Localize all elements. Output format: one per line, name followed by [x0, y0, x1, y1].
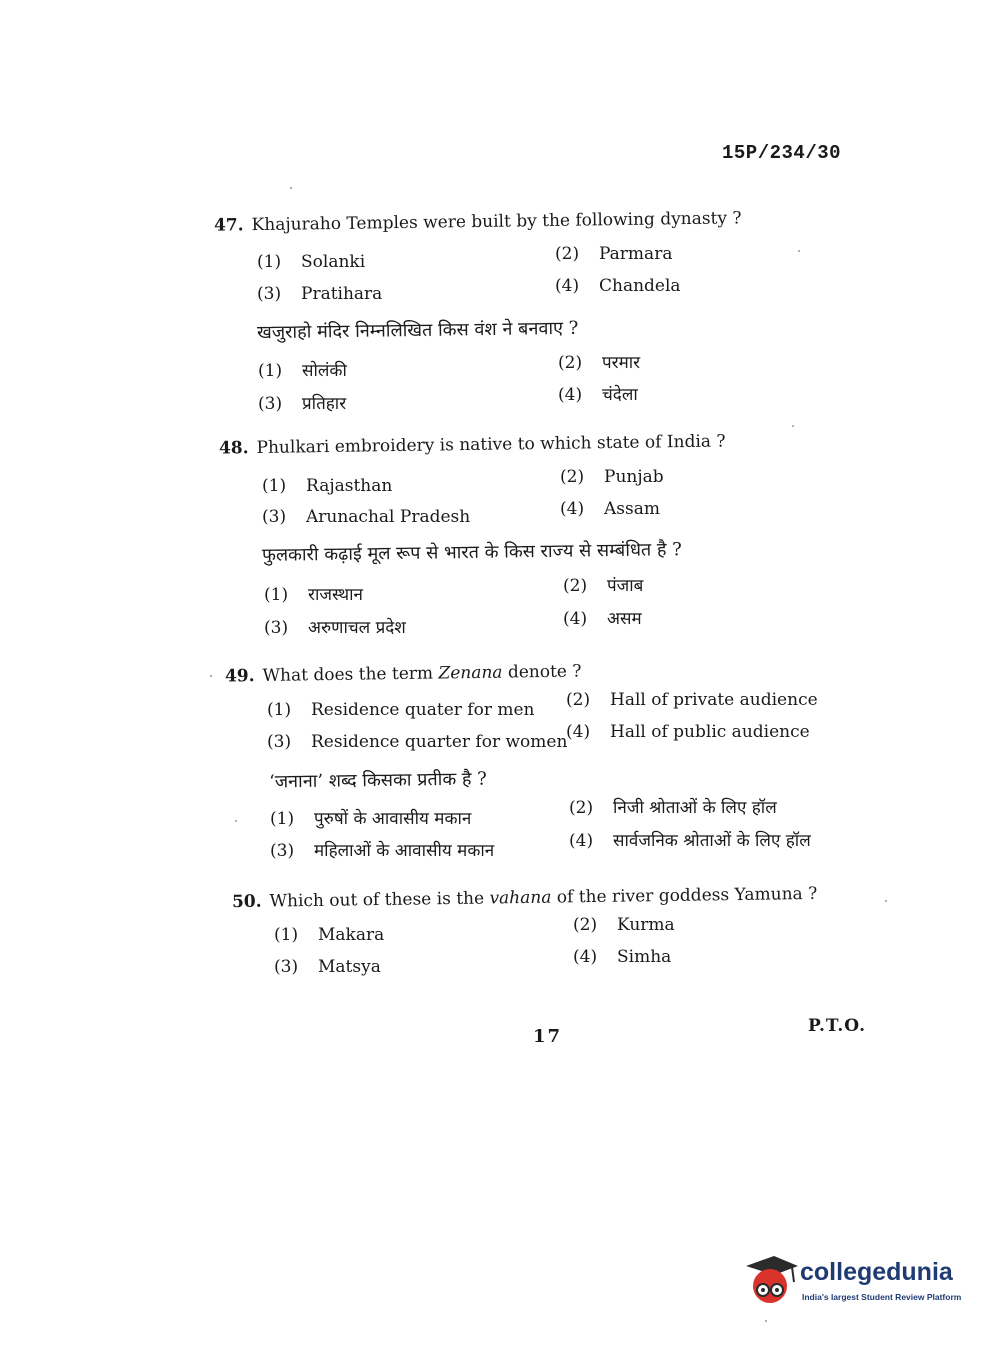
option-number: (3)	[267, 732, 292, 752]
option-text: Residence quater for men	[311, 700, 535, 720]
option-text: Solanki	[301, 252, 366, 272]
option-en-1	[262, 476, 392, 496]
scan-speck	[290, 187, 292, 189]
question-text-en-end: denote ?	[502, 661, 582, 683]
option-en-2	[566, 690, 818, 710]
question-text-en: Which out of these is the	[269, 888, 490, 912]
option-number: (4)	[555, 276, 580, 296]
option-number: (4)	[573, 947, 598, 967]
option-text: निजी श्रोताओं के लिए हॉल	[613, 798, 777, 818]
option-hi-1	[264, 582, 363, 605]
option-number: (2)	[558, 353, 583, 373]
pto-label: P.T.O.	[808, 1016, 866, 1036]
mascot-icon	[740, 1250, 800, 1310]
logo-wordmark: collegedunia	[800, 1258, 953, 1286]
question-50	[232, 884, 817, 912]
option-number: (4)	[560, 499, 585, 519]
scan-speck	[798, 250, 800, 252]
question-47	[214, 208, 742, 235]
option-en-3	[257, 284, 382, 304]
option-number: (2)	[569, 798, 594, 818]
question-text-hi: खजुराहो मंदिर निम्नलिखित किस वंश ने बनवाए ?	[256, 317, 579, 344]
option-number: (3)	[270, 841, 295, 861]
option-en-3	[262, 507, 470, 527]
option-text: प्रतिहार	[302, 394, 347, 414]
option-hi-4	[569, 828, 811, 851]
option-hi-4	[563, 606, 642, 629]
scan-speck	[792, 425, 794, 427]
option-en-2	[555, 244, 672, 264]
question-number: 47.	[213, 215, 244, 236]
option-text: Hall of private audience	[610, 690, 818, 710]
option-text: पंजाब	[607, 576, 644, 596]
option-text: Assam	[604, 499, 660, 519]
option-number: (4)	[563, 609, 588, 629]
option-hi-4	[558, 382, 638, 405]
question-text-hi: फुलकारी कढ़ाई मूल रूप से भारत के किस राज्य से सम्बंधित है ?	[261, 539, 683, 566]
option-number: (1)	[267, 700, 292, 720]
option-text: Rajasthan	[306, 476, 393, 496]
question-text-italic: Zenana	[438, 662, 503, 684]
option-text: असम	[607, 609, 642, 629]
option-en-4	[573, 947, 671, 967]
option-en-1	[257, 252, 365, 272]
option-number: (2)	[566, 690, 591, 710]
option-text: सोलंकी	[302, 361, 347, 381]
option-hi-2	[558, 350, 640, 373]
option-en-1	[267, 700, 534, 720]
option-text: Matsya	[318, 957, 381, 977]
question-text-en-end: of the river goddess Yamuna ?	[551, 883, 818, 908]
option-text: सार्वजनिक श्रोताओं के लिए हॉल	[613, 831, 811, 851]
option-hi-3	[258, 391, 346, 414]
paper-code: 15P/234/30	[722, 142, 842, 164]
option-en-4	[555, 276, 681, 296]
option-en-4	[560, 499, 660, 519]
scan-speck	[885, 900, 887, 902]
option-hi-1	[270, 806, 471, 829]
option-hi-1	[258, 358, 347, 381]
question-text-en: Phulkari embroidery is native to which state of India ?	[256, 431, 726, 459]
option-text: Residence quarter for women	[311, 732, 568, 752]
question-text-hi: ‘जनाना’ शब्द किसका प्रतीक है ?	[268, 768, 487, 793]
option-hi-2	[569, 795, 777, 818]
option-text: Pratihara	[301, 284, 383, 304]
option-text: पुरुषों के आवासीय मकान	[314, 809, 472, 829]
option-hi-3	[270, 838, 494, 861]
option-hi-3	[264, 615, 406, 638]
option-number: (2)	[555, 244, 580, 264]
question-text-en: What does the term	[262, 663, 439, 686]
option-text: राजस्थान	[308, 585, 363, 605]
option-number: (4)	[558, 385, 583, 405]
question-number: 50.	[231, 891, 262, 913]
option-number: (1)	[270, 809, 295, 829]
question-text-en: Khajuraho Temples were built by the following dynasty ?	[251, 208, 742, 236]
option-text: चंदेला	[602, 385, 638, 405]
option-number: (3)	[264, 618, 289, 638]
option-number: (1)	[258, 361, 283, 381]
option-text: Makara	[318, 925, 385, 945]
question-48	[219, 431, 726, 458]
option-number: (2)	[560, 467, 585, 487]
option-text: अरुणाचल प्रदेश	[308, 618, 406, 638]
scan-speck	[765, 1320, 767, 1322]
option-hi-2	[563, 573, 643, 596]
option-text: Arunachal Pradesh	[306, 507, 471, 527]
option-en-4	[566, 722, 810, 742]
question-number: 48.	[218, 438, 249, 459]
collegedunia-logo	[740, 1246, 970, 1316]
option-number: (3)	[274, 957, 299, 977]
option-text: Chandela	[599, 276, 681, 296]
question-text-italic: vahana	[489, 887, 552, 909]
option-en-1	[274, 925, 384, 945]
option-number: (1)	[262, 476, 287, 496]
question-number: 49.	[224, 666, 255, 687]
option-en-2	[560, 467, 664, 487]
option-text: Kurma	[617, 915, 675, 935]
option-number: (4)	[566, 722, 591, 742]
option-number: (3)	[262, 507, 287, 527]
option-text: Parmara	[599, 244, 673, 264]
option-text: परमार	[602, 353, 641, 373]
option-text: Punjab	[604, 467, 664, 487]
option-text: Hall of public audience	[610, 722, 810, 742]
option-number: (1)	[257, 252, 282, 272]
scan-speck	[235, 820, 237, 822]
option-text: महिलाओं के आवासीय मकान	[314, 841, 495, 861]
option-number: (3)	[258, 394, 283, 414]
question-49	[225, 662, 582, 687]
option-text: Simha	[617, 947, 672, 967]
logo-tagline: India's largest Student Review Platform	[802, 1292, 962, 1302]
option-number: (1)	[274, 925, 299, 945]
page-number: 17	[533, 1026, 563, 1047]
option-number: (1)	[264, 585, 289, 605]
option-number: (3)	[257, 284, 282, 304]
option-en-3	[267, 732, 567, 752]
option-en-2	[573, 915, 675, 935]
option-number: (2)	[563, 576, 588, 596]
option-number: (2)	[573, 915, 598, 935]
option-en-3	[274, 957, 381, 977]
scan-speck	[210, 675, 212, 677]
option-number: (4)	[569, 831, 594, 851]
